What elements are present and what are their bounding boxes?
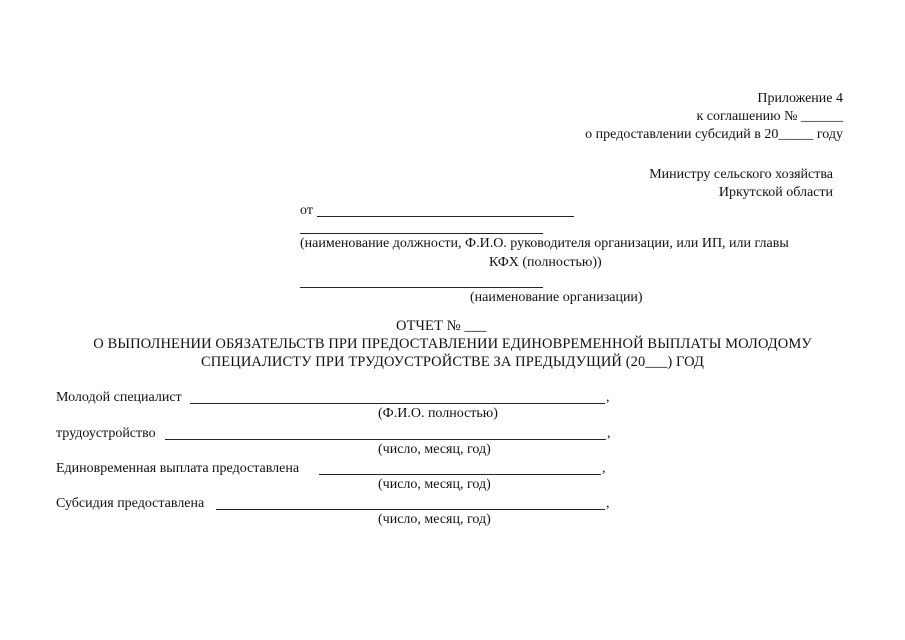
report-number: ОТЧЕТ № ___: [396, 318, 487, 334]
subsidy-caption: (число, месяц, год): [378, 512, 491, 527]
young-specialist-label: Молодой специалист: [56, 390, 182, 405]
field-comma: ,: [606, 496, 610, 511]
lump-sum-label: Единовременная выплата предоставлена: [56, 461, 300, 476]
organization-caption: (наименование организации): [470, 290, 643, 305]
subsidy-year: о предоставлении субсидий в 20_____ году: [585, 127, 843, 142]
employment-caption: (число, месяц, год): [378, 442, 491, 457]
from-caption-line-1: (наименование должности, Ф.И.О. руководителя организации, или ИП, или главы: [300, 236, 789, 251]
addressee-line-1: Министру сельского хозяйства: [649, 167, 833, 182]
from-blank-line-2[interactable]: [300, 233, 543, 234]
from-blank-line[interactable]: [317, 216, 574, 217]
report-title-line-1: О ВЫПОЛНЕНИИ ОБЯЗАТЕЛЬСТВ ПРИ ПРЕДОСТАВЛЕНИИ ЕДИНОВРЕМЕННОЙ ВЫПЛАТЫ МОЛОДОМУ: [93, 336, 812, 352]
lump-sum-caption: (число, месяц, год): [378, 477, 491, 492]
agreement-number: к соглашению № ______: [696, 109, 843, 124]
from-caption-line-2: КФХ (полностью)): [489, 255, 602, 270]
organization-blank-line[interactable]: [300, 287, 543, 288]
employment-date-input[interactable]: [165, 439, 606, 440]
report-title-line-2: СПЕЦИАЛИСТУ ПРИ ТРУДОУСТРОЙСТВЕ ЗА ПРЕДЫДУЩИЙ (20___) ГОД: [200, 354, 705, 370]
field-comma: ,: [606, 390, 610, 405]
addressee-line-2: Иркутской области: [718, 185, 833, 200]
young-specialist-caption: (Ф.И.О. полностью): [378, 406, 498, 421]
lump-sum-date-input[interactable]: [319, 474, 601, 475]
young-specialist-input[interactable]: [190, 403, 605, 404]
field-comma: ,: [607, 426, 611, 441]
from-label: от: [300, 203, 313, 218]
employment-label: трудоустройство: [56, 426, 156, 441]
appendix-number: Приложение 4: [757, 91, 843, 106]
subsidy-label: Субсидия предоставлена: [56, 496, 205, 511]
field-comma: ,: [602, 461, 606, 476]
subsidy-date-input[interactable]: [216, 509, 605, 510]
